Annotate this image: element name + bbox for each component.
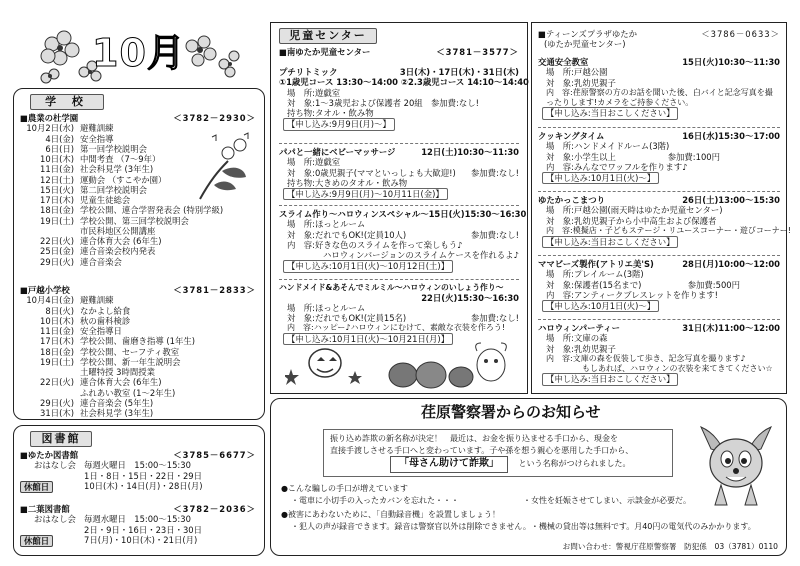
event-date: 31日(木)11:00～12:00: [682, 323, 780, 333]
school-1-header: [20, 113, 256, 123]
event-name: 安全指導: [80, 133, 114, 144]
event-apply: 【申し込み:当日おこしください】: [542, 236, 678, 248]
event-apply: 【申し込み:9月9日(月)～】: [283, 118, 395, 130]
school-2-events: [20, 295, 256, 418]
event-title: スライム作り～ハロウィンスペシャル～: [279, 209, 429, 219]
event-date: 17日(木): [40, 195, 74, 205]
school-event-row: [20, 306, 256, 316]
event-content: 内 容:模擬店・子どもステージ・リユースコーナー・遊びコーナー!: [546, 225, 792, 235]
scam-name: 「母さん助けて詐欺」: [390, 456, 508, 473]
event-date: 10月2日(水): [26, 123, 74, 134]
event-fee: 参加費:なし!: [470, 313, 519, 323]
center-event-1: [279, 67, 529, 131]
event-name: 連合体育大会 (6年生): [80, 377, 162, 388]
event-date: 8日(火): [45, 305, 74, 316]
event-date: 18日(金): [40, 205, 74, 216]
halloween-illustration: [285, 341, 517, 391]
event-apply: 【申し込み:10月1日(火)～】: [542, 172, 659, 184]
bullet-1b: ・女性を妊娠させてしまい、示談金が必要だ。: [523, 496, 691, 505]
school-event-row: [20, 236, 256, 246]
bullet-1a: ・電車に小切手の入ったカバンを忘れた・・・: [291, 496, 459, 505]
event-content: 内 容:ハッピー♪ハロウィンにむけて、素敵な衣装を作ろう!: [287, 323, 506, 333]
police-mascot-illustration: [691, 419, 781, 509]
event-name: 連合音楽会 (5年生): [80, 397, 154, 408]
school-event-row: [20, 336, 256, 346]
event-content-2: もしあれば、ハロウィンの衣装を来てきてください☆: [582, 363, 773, 373]
closed-dates: 7日(月)・10日(木)・21日(月): [84, 534, 198, 545]
school-event-row: [20, 377, 256, 387]
event-belongings: 持ち物:タオル・飲み物: [287, 108, 374, 118]
event-target: 対 象:1～3歳児および保護者 20組: [287, 97, 423, 108]
event-content: 内 容:みんなでワッフルを作ります♪: [546, 161, 688, 172]
teens-plaza-section: [531, 22, 792, 394]
event-date: 28日(月)10:00～12:00: [682, 259, 780, 269]
event-content: 内 容:アンティークブレスレットを作ります!: [546, 289, 718, 300]
event-date: 18日(金): [40, 346, 74, 357]
school-event-row: [20, 408, 256, 418]
library-2-phone: ＜3782－2036＞: [173, 504, 256, 514]
event-place: 場 所:戸越公園(雨天時はゆたか児童センター): [546, 205, 723, 216]
event-name: ふれあい教室 (1～2年生): [80, 387, 176, 398]
event-date: 29日(火): [40, 397, 74, 408]
event-date: 25日(金): [40, 246, 74, 257]
intro-line: という名称がつけられました。: [518, 459, 631, 469]
event-date: 22日(火): [40, 377, 74, 388]
event-content: 内 容:文庫の森を仮装して歩き、記念写真を撮ります♪: [546, 353, 746, 363]
event-title: ゆたかっこまつり: [538, 195, 605, 205]
event-name: 秋の歯科検診: [80, 315, 131, 326]
event-name: 避難訓練: [80, 123, 114, 134]
center-event-3: [279, 209, 527, 273]
center-phone: ＜3781－3577＞: [436, 47, 519, 57]
event-name: 安全指導日: [80, 326, 122, 336]
closed-label: 休館日: [20, 481, 53, 493]
event-course: ①1歳児コース 13:30～14:00 ②2.3歳児コース 14:10～14:40: [279, 77, 529, 88]
center-title: 児童センター: [279, 28, 377, 44]
teens-event-1: [538, 57, 780, 120]
event-date: [20, 226, 80, 236]
event-title: プチリトミック: [279, 67, 338, 77]
event-name: なかよし給食: [80, 305, 131, 316]
event-name: 社会科見学 (3年生): [80, 164, 154, 175]
event-fee: 参加費:100円: [667, 151, 720, 162]
school-event-row: [20, 398, 256, 408]
event-date: 10日(木): [40, 154, 74, 164]
event-fee: 参加費:なし!: [470, 229, 519, 240]
event-content: 内 容:好きな色のスライムを作って楽しもう♪: [287, 239, 463, 250]
center-event-2: [279, 147, 519, 200]
event-title: ママビーズ製作(アトリエ美'S): [538, 259, 654, 269]
event-date: 17日(木): [40, 336, 74, 347]
event-apply: 【申し込み:当日おこしください】: [542, 107, 678, 119]
school-event-row: [20, 257, 256, 267]
intro-line: 直接手渡しさせる手口へと変わっています。子や孫を想う親心を悪用した手口から、: [330, 445, 634, 455]
teens-phone: ＜3786－0633＞: [701, 29, 780, 39]
school-event-row: [20, 347, 256, 357]
event-target: 対 象:乳幼児親子: [546, 343, 616, 354]
closed-dates: 10日(木)・14日(月)・28日(月): [84, 480, 203, 491]
teens-event-5: [538, 323, 780, 386]
school-event-row: [20, 216, 256, 226]
event-target: 対 象:だれでもOK!(定員15名): [287, 313, 407, 323]
event-date: 10日(木): [40, 315, 74, 326]
teens-subtitle: (ゆたか児童センター): [544, 39, 626, 50]
event-name: 連合体育大会 (6年生): [80, 236, 162, 246]
event-name: 連合音楽会: [80, 256, 122, 267]
school-title: 学 校: [30, 94, 104, 110]
bullet-2b: ・機械の貸出等は無料です。月40円の電気代のみかかります。: [530, 522, 756, 531]
school-section: [13, 88, 265, 420]
event-date: 16日(水)15:30～17:00: [682, 131, 780, 141]
event-target: 対 象:だれでもOK!(定員10人): [287, 229, 407, 240]
story-time: 毎週火曜日 15:00～15:30: [84, 460, 191, 471]
teens-event-4: [538, 259, 780, 312]
event-apply: 【申し込み:9月9日(月)～10月11日(金)】: [283, 188, 448, 200]
event-date: 15日(火): [40, 184, 74, 195]
school-2-name: ■戸越小学校: [20, 285, 70, 295]
event-apply: 【申し込み:10月1日(火)～】: [542, 300, 659, 312]
event-name: 学校公開、連合学習発表会 (特別学級): [80, 205, 224, 216]
school-event-row: [20, 388, 256, 398]
event-target: 対 象:乳幼児親子から小中高生および保護者: [546, 215, 717, 226]
police-intro: [323, 429, 673, 477]
event-target: 対 象:小学生以上: [546, 151, 616, 162]
school-event-row: [20, 326, 256, 336]
event-title: ハンドメイド&あそんでミルミル～ハロウィンのいしょう作り～: [279, 283, 504, 292]
event-belongings: 持ち物:大きめのタオル・飲み物: [287, 177, 408, 188]
story-time: 毎週水曜日 15:00～15:30: [84, 514, 191, 525]
event-name: 中間考査 （7～9年）: [80, 154, 161, 164]
event-date: 22日(火): [40, 236, 74, 246]
story-dates: 1日・8日・15日・22日・29日: [84, 470, 203, 481]
flower-decoration: [180, 34, 242, 80]
event-name: 児童生徒総会: [80, 195, 131, 205]
event-place: 場 所:遊戯室: [287, 87, 341, 98]
event-title: パパと一緒にベビーマッサージ: [279, 147, 396, 157]
event-place: 場 所:ほっとルーム: [287, 302, 366, 313]
event-place: 場 所:遊戯室: [287, 157, 341, 168]
event-place: 場 所:文庫の森: [546, 333, 608, 344]
event-date: 29日(火): [40, 256, 74, 267]
event-place: 場 所:ハンドメイドルーム(3階): [546, 141, 670, 152]
police-notice-section: [270, 398, 787, 556]
event-date: 22日(火)15:30～16:30: [421, 292, 519, 303]
event-date: [20, 388, 80, 398]
story-dates: 2日・9日・16日・23日・30日: [84, 524, 203, 535]
event-date: 3日(木)・17日(木)・31日(木): [399, 67, 519, 77]
event-name: 第一回学校説明会: [80, 143, 147, 154]
event-name: 学校公開、歯磨き指導 (1年生): [80, 336, 196, 347]
center-name: ■南ゆたか児童センター: [279, 47, 371, 57]
library-title: 図書館: [30, 431, 92, 447]
school-event-row: [20, 205, 256, 215]
event-date: 11日(金): [40, 326, 74, 336]
event-date: [20, 367, 80, 377]
story-label: おはなし会: [34, 460, 76, 471]
event-fee: 参加費:なし!: [430, 97, 479, 108]
school-event-row: [20, 295, 256, 305]
event-date: 15日(火)10:30～11:30: [682, 57, 780, 67]
police-title: 荏原警察署からのお知らせ: [421, 403, 601, 421]
month-title: 10月: [92, 31, 186, 75]
event-target: 対 象:0歳児親子(ママといっしょも大歓迎!): [287, 167, 456, 178]
event-apply: 【申し込み:当日おこしください】: [542, 373, 678, 385]
event-place: 場 所:プレイルーム(3階): [546, 269, 644, 280]
school-event-row: [20, 246, 256, 256]
event-place: 場 所:ほっとルーム: [287, 219, 366, 230]
library-1-phone: ＜3785－6677＞: [173, 450, 256, 460]
event-name: 第二回学校説明会: [80, 184, 147, 195]
library-1-name: ■ゆたか図書館: [20, 450, 79, 460]
event-date: 19日(土): [40, 215, 74, 226]
school-1-phone: ＜3782－2930＞: [173, 113, 256, 123]
event-title: クッキングタイム: [538, 131, 605, 141]
school-1-name: ■農業の杜学園: [20, 113, 79, 123]
school-event-row: [20, 367, 256, 377]
event-place: 場 所:戸越公園: [546, 67, 608, 78]
event-date: 12日(土): [40, 174, 74, 185]
event-name: 避難訓練: [80, 295, 114, 306]
event-name: 学校公開、セーフティ教室: [80, 346, 180, 357]
event-name: 市民科地区公開講座: [80, 225, 156, 236]
library-2-name: ■二葉図書館: [20, 504, 70, 514]
event-name: 社会科見学 (3年生): [80, 408, 154, 418]
event-target: 対 象:乳幼児親子: [546, 77, 616, 88]
school-event-row: [20, 357, 256, 367]
event-name: 運動会 （すこやか園）: [80, 174, 167, 185]
event-date: 6日(日): [45, 143, 74, 154]
event-name: 学校公開、第三回学校説明会: [80, 215, 189, 226]
school-2-header: [20, 285, 256, 295]
event-title: 交通安全教室: [538, 57, 589, 67]
teens-event-2: [538, 131, 780, 184]
closed-label: 休館日: [20, 535, 53, 547]
teens-name: ■ティーンズプラザゆたか: [538, 29, 637, 39]
event-date: 4日(金): [45, 133, 74, 144]
event-name: 土曜特授 3時間授業: [80, 367, 155, 377]
event-fee: 参加費:500円: [687, 279, 740, 290]
event-date: 15日(火)15:30～16:30: [428, 209, 527, 219]
event-date: 19日(土): [40, 356, 74, 367]
event-date: 10月4日(金): [26, 295, 74, 306]
teens-event-3: [538, 195, 792, 248]
event-content: 内 容:荏原警察の方のお話を聞いた後、白バイと記念写真を撮ったりします!カメラをご持参ください。: [546, 87, 773, 107]
event-title: ハロウィンパーティー: [538, 323, 620, 333]
intro-line: 振り込め詐欺の新名称が決定！ 最近は、お金を振り込ませる手口から、現金を: [330, 434, 618, 443]
school-2-phone: ＜3781－2833＞: [173, 285, 256, 295]
event-name: 連合音楽会校内発表: [80, 246, 156, 257]
event-fee: 参加費:なし!: [470, 167, 519, 178]
event-content-2: ハロウィンバージョンのスライムケースを作れるよ♪: [323, 250, 519, 260]
story-label: おはなし会: [34, 514, 76, 525]
bullet-2: ●被害にあわないために、「自動録音機」を設置しましょう！: [281, 510, 500, 519]
school-event-row: [20, 316, 256, 326]
event-date: 12日(土)10:30～11:30: [421, 147, 519, 157]
event-name: 学校公開、新一年生説明会: [80, 356, 181, 367]
event-apply: 【申し込み:10月1日(火)～10月21日(月)】: [283, 333, 453, 345]
event-apply: 【申し込み:10月1日(火)～10月12日(土)】: [283, 260, 453, 272]
children-center-section: [270, 22, 528, 394]
center-event-4: [279, 283, 519, 345]
event-date: 31日(木): [40, 408, 74, 418]
event-date: 26日(土)13:00～15:30: [682, 195, 780, 205]
bullet-2a: ・犯人の声が録音できます。録音は警察官以外は削除できません。: [291, 522, 531, 531]
police-contact: お問い合わせ：警視庁荏原警察署 防犯係 03（3781）0110: [562, 541, 778, 551]
library-section: [13, 425, 265, 556]
bullet-1: ●こんな騙しの手口が増えています: [281, 484, 408, 493]
bug-illustration: [192, 131, 254, 201]
event-date: 11日(金): [40, 164, 74, 175]
event-target: 対 象:保護者(15名まで): [546, 279, 642, 290]
school-event-row: [20, 226, 256, 236]
